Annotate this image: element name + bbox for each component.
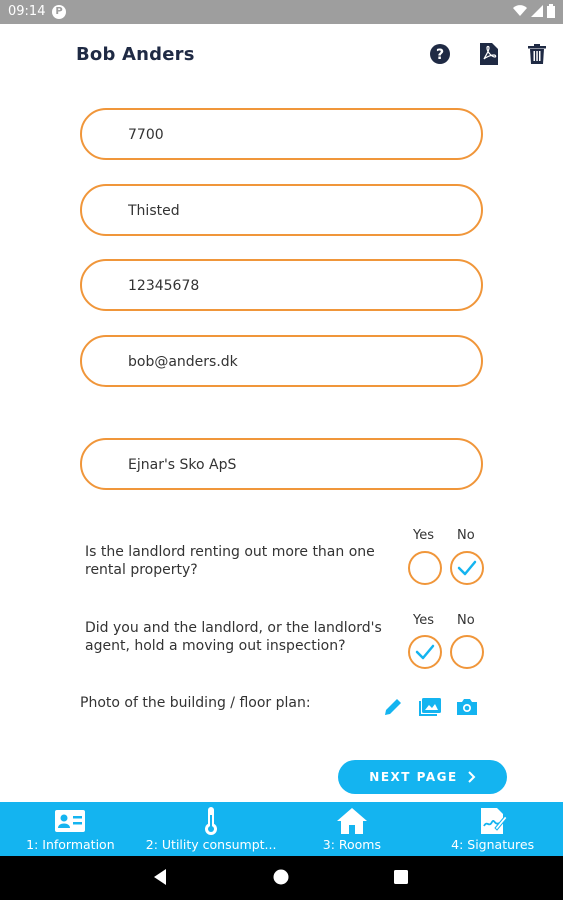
company-field[interactable] [80, 438, 483, 490]
recents-icon[interactable] [394, 870, 408, 884]
q1-yes-checkbox[interactable] [408, 551, 442, 585]
email-field[interactable] [80, 335, 483, 387]
back-icon[interactable] [152, 868, 168, 886]
postal-code-input[interactable] [128, 124, 458, 146]
yes-label: Yes [413, 528, 434, 543]
tab-signatures[interactable] [422, 802, 563, 856]
tab-signatures-label: 4: Signatures [451, 837, 535, 852]
id-card-icon [55, 808, 85, 834]
trash-icon[interactable] [526, 43, 548, 65]
check-icon [415, 644, 435, 660]
signature-icon [479, 808, 507, 834]
city-input[interactable] [128, 200, 458, 222]
email-input[interactable] [128, 351, 458, 373]
postal-code-field[interactable] [80, 108, 483, 160]
chevron-right-icon [468, 771, 476, 783]
gallery-icon[interactable] [418, 696, 442, 718]
camera-icon[interactable] [455, 696, 479, 718]
tab-information-label: 1: Information [26, 837, 115, 852]
tab-utility-consumption[interactable] [141, 802, 282, 856]
thermometer-icon [204, 808, 218, 834]
help-icon[interactable] [429, 43, 451, 65]
system-nav-bar [0, 856, 563, 900]
tab-utility-label: 2: Utility consumpt... [145, 837, 277, 852]
tab-rooms[interactable] [282, 802, 423, 856]
city-field[interactable] [80, 184, 483, 236]
page-title: Bob Anders [76, 44, 195, 65]
battery-icon [547, 4, 555, 18]
status-time: 09:14 [8, 4, 46, 19]
pdf-icon[interactable] [478, 43, 500, 65]
question-multiple-properties: Is the landlord renting out more than one rental property? [85, 544, 375, 578]
signal-icon [531, 5, 543, 17]
no-label: No [457, 528, 475, 543]
question-moving-out-inspection: Did you and the landlord, or the landlord's agent, hold a moving out inspection? [85, 620, 382, 654]
phone-field[interactable] [80, 259, 483, 311]
q1-no-checkbox[interactable] [450, 551, 484, 585]
yes-label: Yes [413, 613, 434, 628]
phone-input[interactable] [128, 275, 458, 297]
svg-text:?: ? [435, 47, 445, 63]
next-page-button[interactable] [338, 760, 507, 794]
company-input[interactable] [128, 454, 458, 476]
wifi-icon [513, 5, 527, 17]
tab-rooms-label: 3: Rooms [322, 837, 381, 852]
tab-information[interactable] [0, 802, 141, 856]
bottom-nav [0, 802, 563, 856]
q2-no-checkbox[interactable] [450, 635, 484, 669]
q2-yes-checkbox[interactable] [408, 635, 442, 669]
app-notification-icon: P [52, 5, 66, 19]
next-page-label: NEXT PAGE [369, 770, 458, 784]
check-icon [457, 560, 477, 576]
pencil-icon[interactable] [381, 696, 405, 718]
home-nav-icon[interactable] [273, 869, 289, 885]
home-icon [337, 808, 367, 834]
photo-label: Photo of the building / floor plan: [80, 695, 311, 711]
no-label: No [457, 613, 475, 628]
status-bar [0, 0, 563, 24]
